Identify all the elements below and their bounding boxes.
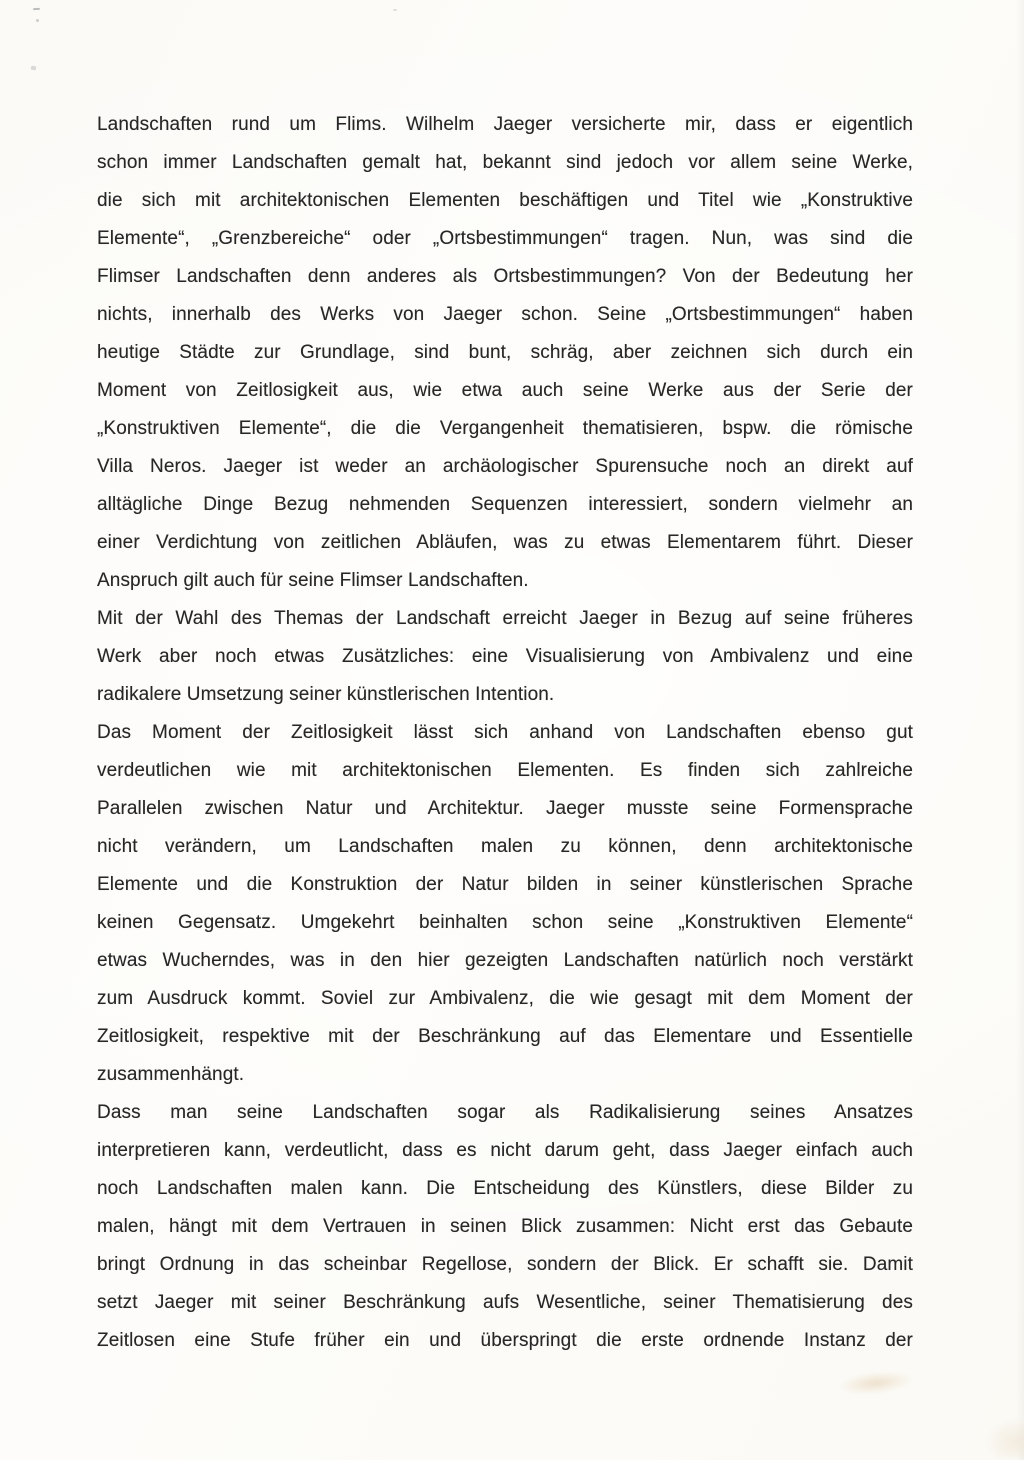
text-line: etwas Wucherndes, was in den hier gezeigten Landschaften natürlich noch verstärkt <box>97 950 913 971</box>
scan-artifact-smudge <box>837 1368 915 1398</box>
text-line: die sich mit architektonischen Elementen beschäftigen und Titel wie „Konstruktive <box>97 190 913 211</box>
text-line: Mit der Wahl des Themas der Landschaft erreicht Jaeger in Bezug auf seine früheres <box>97 608 913 629</box>
text-line: keinen Gegensatz. Umgekehrt beinhalten schon seine „Konstruktiven Elemente“ <box>97 912 913 933</box>
document-text <box>97 106 913 1360</box>
scan-artifact-mark <box>31 66 37 71</box>
text-line: zusammenhängt. <box>97 1064 245 1085</box>
text-line: Dass man seine Landschaften sogar als Radikalisierung seines Ansatzes <box>97 1102 913 1123</box>
text-line: Moment von Zeitlosigkeit aus, wie etwa auch seine Werke aus der Serie der <box>97 380 913 401</box>
text-line: radikalere Umsetzung seiner künstlerischen Intention. <box>97 684 555 705</box>
scan-artifact-dash <box>33 8 40 10</box>
text-line: nicht verändern, um Landschaften malen zu können, denn architektonische <box>97 836 913 857</box>
text-line: Elemente“, „Grenzbereiche“ oder „Ortsbestimmungen“ tragen. Nun, was sind die <box>97 228 913 249</box>
text-line: schon immer Landschaften gemalt hat, bekannt sind jedoch vor allem seine Werke, <box>97 152 913 173</box>
text-line: nichts, innerhalb des Werks von Jaeger schon. Seine „Ortsbestimmungen“ haben <box>97 304 913 325</box>
paragraph <box>97 106 913 600</box>
text-line: malen, hängt mit dem Vertrauen in seinen Blick zusammen: Nicht erst das Gebaute <box>97 1216 913 1237</box>
text-line: Landschaften rund um Flims. Wilhelm Jaeger versicherte mir, dass er eigentlich <box>97 114 913 135</box>
scan-artifact-speck <box>393 9 397 11</box>
text-line: alltägliche Dinge Bezug nehmenden Sequenzen interessiert, sondern vielmehr an <box>97 494 913 515</box>
scan-artifact-page-edge <box>1016 0 1024 1460</box>
text-line: Flimser Landschaften denn anderes als Ortsbestimmungen? Von der Bedeutung her <box>97 266 913 287</box>
text-line: noch Landschaften malen kann. Die Entscheidung des Künstlers, diese Bilder zu <box>97 1178 913 1199</box>
text-line: Villa Neros. Jaeger ist weder an archäologischer Spurensuche noch an direkt auf <box>97 456 913 477</box>
text-line: Werk aber noch etwas Zusätzliches: eine Visualisierung von Ambivalenz und eine <box>97 646 913 667</box>
scan-artifact-smudge <box>985 1418 1024 1458</box>
text-line: heutige Städte zur Grundlage, sind bunt, schräg, aber zeichnen sich durch ein <box>97 342 913 363</box>
text-line: interpretieren kann, verdeutlicht, dass es nicht darum geht, dass Jaeger einfach auch <box>97 1140 913 1161</box>
text-line: Zeitlosigkeit, respektive mit der Beschränkung auf das Elementare und Essentielle <box>97 1026 913 1047</box>
text-line: einer Verdichtung von zeitlichen Abläufen, was zu etwas Elementarem führt. Dieser <box>97 532 913 553</box>
scan-artifact-dot <box>36 19 39 22</box>
paragraph <box>97 714 913 1094</box>
text-line: „Konstruktiven Elemente“, die die Vergangenheit thematisieren, bspw. die römische <box>97 418 913 439</box>
text-line: setzt Jaeger mit seiner Beschränkung aufs Wesentliche, seiner Thematisierung des <box>97 1292 913 1313</box>
text-line: Das Moment der Zeitlosigkeit lässt sich anhand von Landschaften ebenso gut <box>97 722 913 743</box>
text-line: Elemente und die Konstruktion der Natur bilden in seiner künstlerischen Sprache <box>97 874 913 895</box>
text-line: Parallelen zwischen Natur und Architektur. Jaeger musste seine Formensprache <box>97 798 913 819</box>
text-line: bringt Ordnung in das scheinbar Regellose, sondern der Blick. Er schafft sie. Damit <box>97 1254 913 1275</box>
text-line: Anspruch gilt auch für seine Flimser Landschaften. <box>97 570 529 591</box>
paragraph <box>97 1094 913 1360</box>
text-line: zum Ausdruck kommt. Soviel zur Ambivalenz, die wie gesagt mit dem Moment der <box>97 988 913 1009</box>
paragraph <box>97 600 913 714</box>
text-line: Zeitlosen eine Stufe früher ein und überspringt die erste ordnende Instanz der <box>97 1330 913 1351</box>
text-line: verdeutlichen wie mit architektonischen Elementen. Es finden sich zahlreiche <box>97 760 913 781</box>
